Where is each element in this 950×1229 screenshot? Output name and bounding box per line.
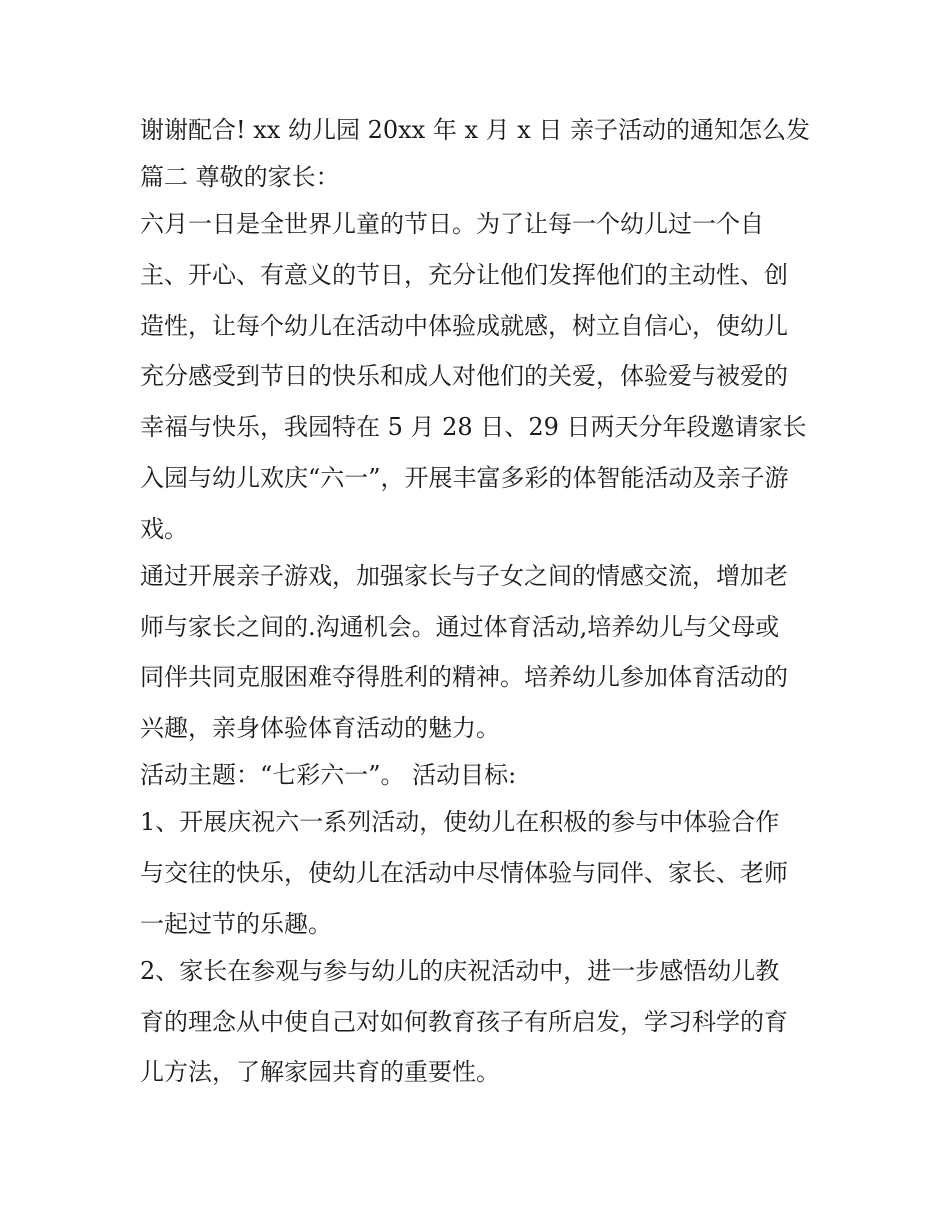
text-line: 1、开展庆祝六一系列活动，使幼儿在积极的参与中体验合作 xyxy=(140,808,780,837)
text-line: 育的理念从中使自己对如何教育孩子有所启发，学习科学的育 xyxy=(140,1007,788,1036)
text-line: 与交往的快乐，使幼儿在活动中尽情体验与同伴、家长、老师 xyxy=(140,858,788,887)
text-line: 儿方法，了解家园共育的重要性。 xyxy=(140,1058,500,1087)
text-line: 兴趣，亲身体验体育活动的魅力。 xyxy=(140,714,500,743)
text-line: 篇二 尊敬的家长： xyxy=(140,163,340,191)
text-line: 一起过节的乐趣。 xyxy=(140,909,332,938)
text-line: 主、开心、有意义的节日，充分让他们发挥他们的主动性、创 xyxy=(140,260,788,289)
document-body xyxy=(140,109,820,1102)
text-line: 六月一日是全世界儿童的节日。为了让每一个幼儿过一个自 xyxy=(140,210,764,238)
text-line: 通过开展亲子游戏，加强家长与子女之间的情感交流，增加老 xyxy=(140,561,788,590)
text-line: 谢谢配合! xx 幼儿园 20xx 年 x 月 x 日 亲子活动的通知怎么发 xyxy=(140,116,811,144)
text-line: 活动主题：“七彩六一”。 活动目标: xyxy=(140,761,517,790)
text-line: 造性，让每个幼儿在活动中体验成就感，树立自信心，使幼儿 xyxy=(140,311,788,340)
text-line: 入园与幼儿欢庆“六一”，开展丰富多彩的体智能活动及亲子游 xyxy=(140,463,789,492)
text-line: 同伴共同克服困难夺得胜利的精神。培养幼儿参加体育活动的 xyxy=(140,663,788,692)
text-line: 幸福与快乐，我园特在 5 月 28 日、29 日两天分年段邀请家长 xyxy=(140,413,807,442)
text-line: 充分感受到节日的快乐和成人对他们的关爱，体验爱与被爱的 xyxy=(140,362,788,391)
text-line: 2、家长在参观与参与幼儿的庆祝活动中，进一步感悟幼儿教 xyxy=(140,956,780,985)
text-line: 戏。 xyxy=(140,514,188,543)
text-line: 师与家长之间的.沟通机会。通过体育活动,培养幼儿与父母或 xyxy=(140,612,780,641)
